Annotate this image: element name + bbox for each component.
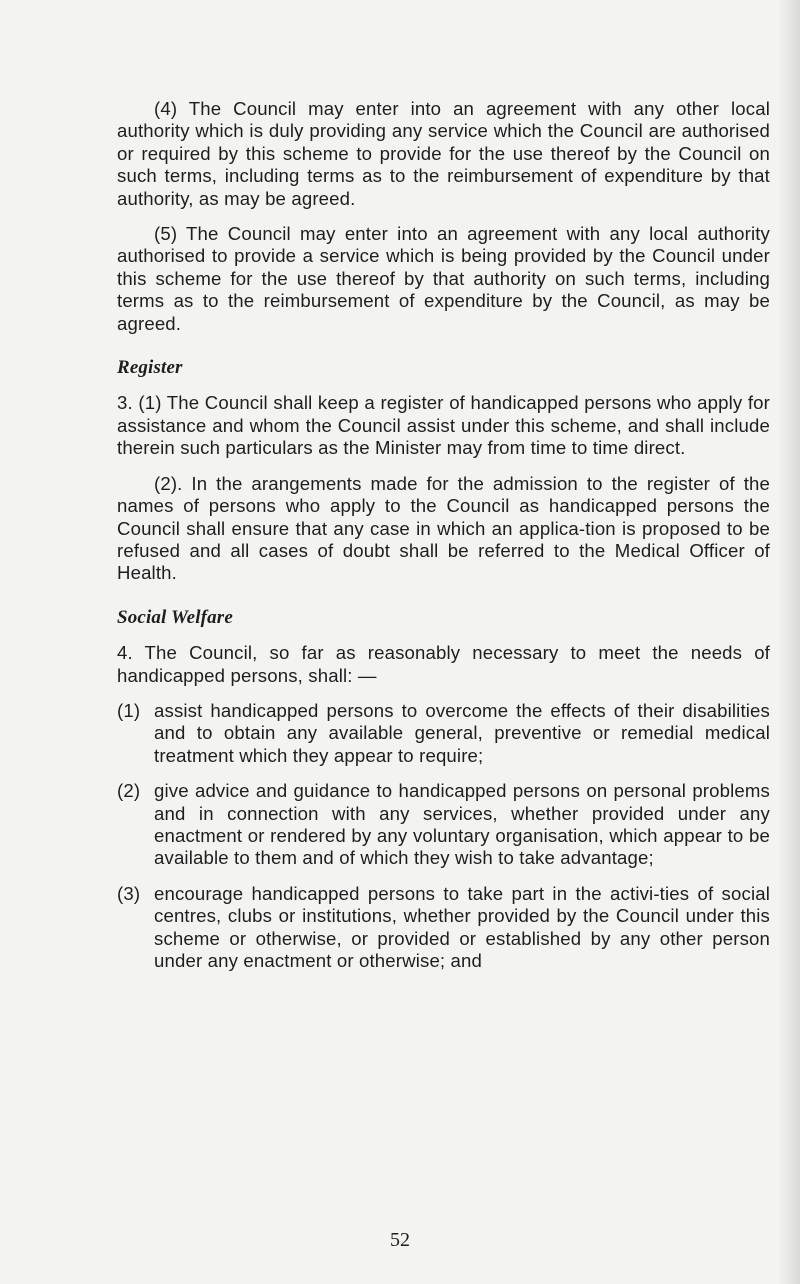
page-edge-shadow (778, 0, 800, 1284)
document-page (117, 98, 770, 972)
list-item-text: assist handicapped persons to overcome the effects of their disabilities and to obtain any available general, preventive or remedial medical treatment which they appear to require; (154, 699, 770, 766)
list-item (117, 883, 770, 973)
register-paragraph-2: (2). In the arangements made for the admission to the register of the names of persons who apply to the Council as handicapped persons the Council shall ensure that any case in which an applica-tion is proposed to be refused and all cases of doubt shall be referred to the Medical Officer of Health. (117, 472, 770, 584)
heading-register: Register (117, 357, 183, 379)
social-welfare-intro: 4. The Council, so far as reasonably necessary to meet the needs of handicapped persons, shall: — (117, 642, 770, 686)
list-item-text: give advice and guidance to handicapped persons on personal problems and in connection with any services, whether provided under any enactment or rendered by any voluntary organisation, which appear to be available to them and of which they wish to take advantage; (154, 780, 770, 869)
register-paragraph-1: 3. (1) The Council shall keep a register of handicapped persons who apply for assistance and whom the Council assist under this scheme, and shall include therein such particulars as the Minister may from time to time direct. (117, 392, 770, 459)
list-item-text: encourage handicapped persons to take part in the activi-ties of social centres, clubs or institutions, whether provided by the Council under this scheme or otherwise, or provided or established by any other person under any enactment or otherwise; and (154, 882, 770, 971)
list-item-number: (1) (117, 699, 141, 721)
list-item (117, 700, 770, 767)
heading-social-welfare: Social Welfare (117, 606, 233, 628)
paragraph-5: (5) The Council may enter into an agreement with any local authority authorised to provide a service which is being provided by the Council under this scheme for the use thereof by that authority on such terms, including terms as to the reimbursement of expenditure by the Council, as may be agreed. (117, 223, 770, 334)
list-item-number: (3) (117, 882, 141, 904)
list-item-number: (2) (117, 780, 141, 802)
paragraph-4: (4) The Council may enter into an agreement with any other local authority which is duly providing any service which the Council are authorised or required by this scheme to provide for the use thereof by the Council on such terms, including terms as to the reimbursement of expenditure by that authority, as may be agreed. (117, 98, 770, 209)
page-number: 52 (390, 1229, 410, 1251)
list-item (117, 780, 770, 870)
